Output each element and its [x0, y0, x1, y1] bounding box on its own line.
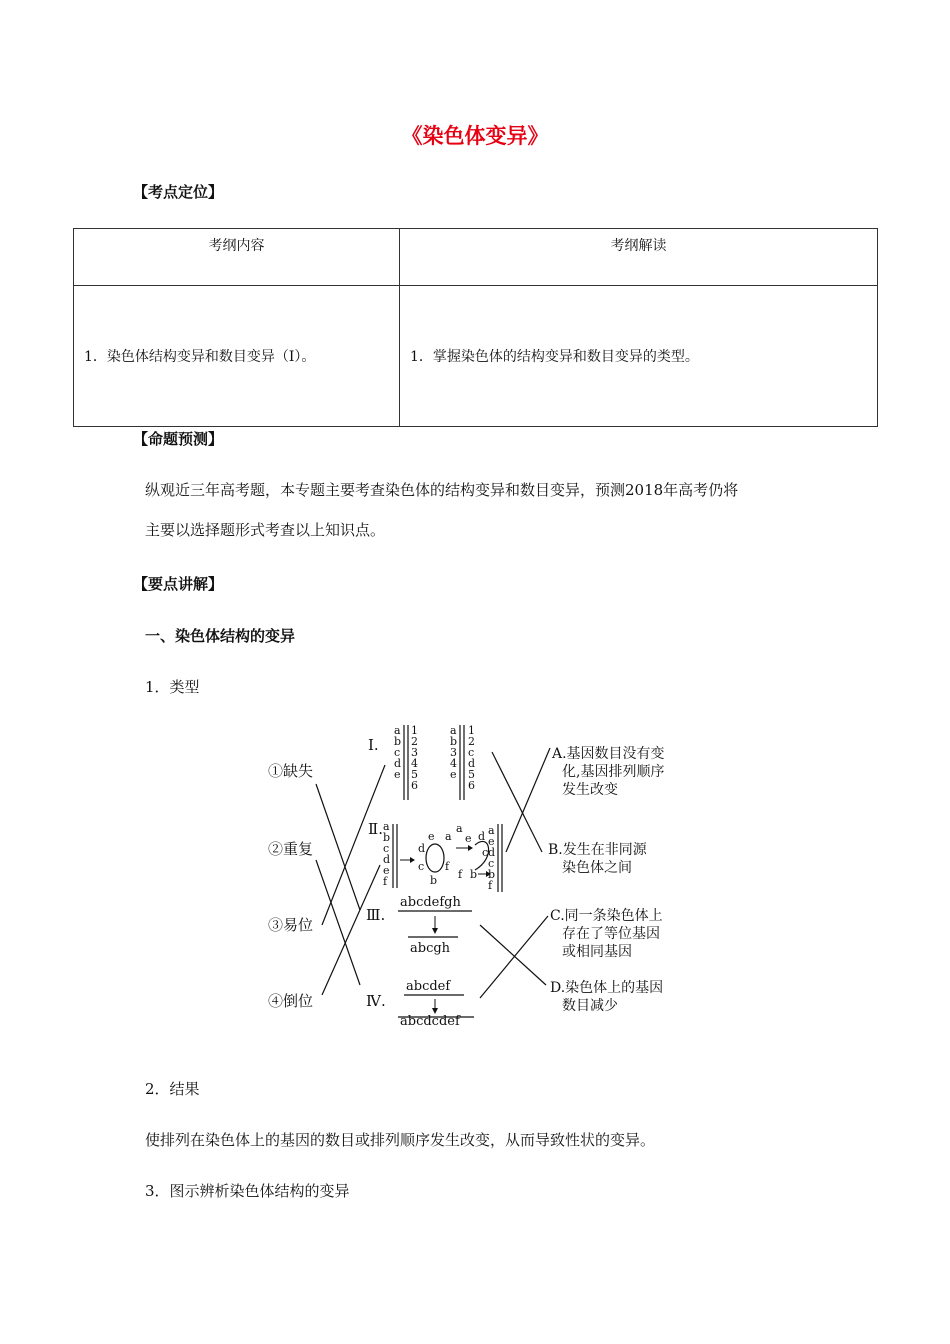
answer-D-line-2: 数目减少 — [562, 998, 618, 1014]
II-right-3: c — [488, 857, 495, 870]
II-left-3: d — [383, 853, 391, 866]
II-loop2-3: c — [482, 846, 489, 859]
I-right-b-2: c — [468, 746, 475, 759]
II-left-2: c — [383, 842, 390, 855]
I-right-a-4: e — [450, 768, 457, 781]
II-right-1: e — [488, 835, 495, 848]
answer-B-line-1: B.发生在非同源 — [548, 842, 647, 858]
roman-IV: Ⅳ. — [366, 992, 386, 1010]
label-inversion: ④倒位 — [268, 992, 314, 1010]
variation-diagram — [260, 720, 700, 1040]
result-text: 使排列在染色体上的基因的数目或排列顺序发生改变，从而导致性状的变异。 — [145, 1131, 656, 1149]
label-deletion: ①缺失 — [268, 762, 314, 780]
I-left-a-2: c — [394, 746, 401, 759]
II-left-0: a — [383, 820, 390, 833]
I-right-a-0: a — [450, 724, 457, 737]
mingti-text-line-1: 纵观近三年高考题，本专题主要考查染色体的结构变异和数目变异，预测2018年高考仍将 — [145, 481, 739, 499]
I-right-b-0: 1 — [468, 724, 475, 737]
II-loop2-1: e — [465, 832, 472, 845]
roman-I: Ⅰ. — [368, 736, 379, 754]
table-cell-interpretation: 1．掌握染色体的结构变异和数目变异的类型。 — [400, 286, 878, 427]
I-left-b-1: 2 — [411, 735, 418, 748]
I-right-a-1: b — [450, 735, 458, 748]
section-yaodian: 【要点讲解】 — [133, 575, 224, 593]
answer-A-line-1: A.基因数目没有变 — [552, 746, 665, 762]
I-right-b-5: 6 — [468, 779, 475, 792]
I-right-a-2: 3 — [450, 746, 457, 759]
answer-D-line-1: D.染色体上的基因 — [550, 980, 664, 996]
II-right-4: b — [488, 868, 496, 881]
answer-A-line-3: 发生改变 — [562, 782, 618, 798]
mingti-text-line-2: 主要以选择题形式考查以上知识点。 — [145, 521, 386, 539]
II-loop2-5: b — [470, 868, 478, 881]
I-left-b-5: 6 — [411, 779, 418, 792]
label-duplication: ②重复 — [268, 840, 314, 858]
answer-B-line-2: 染色体之间 — [562, 860, 632, 876]
table-header-interpretation: 考纲解读 — [400, 229, 878, 286]
item-types: 1．类型 — [145, 678, 200, 696]
roman-III: Ⅲ. — [366, 906, 386, 924]
I-left-a-3: d — [394, 757, 402, 770]
section-kaodian: 【考点定位】 — [133, 183, 224, 201]
I-left-b-3: 4 — [411, 757, 418, 770]
I-left-a-1: b — [394, 735, 402, 748]
II-left-1: b — [383, 831, 391, 844]
I-left-b-2: 3 — [411, 746, 418, 759]
I-right-a-3: 4 — [450, 757, 457, 770]
II-right-2: d — [488, 846, 496, 859]
I-right-b-4: 5 — [468, 768, 475, 781]
II-left-5: f — [383, 875, 388, 888]
I-left-a-4: e — [394, 768, 401, 781]
III-chromosome — [398, 895, 472, 956]
answer-C-line-1: C.同一条染色体上 — [550, 908, 663, 924]
II-left-4: e — [383, 864, 390, 877]
II-loop1-0: d — [418, 842, 426, 855]
answer-C-line-3: 或相同基因 — [562, 944, 632, 960]
item-results: 2．结果 — [145, 1080, 200, 1098]
roman-II: Ⅱ. — [368, 820, 383, 838]
I-chromosomes — [394, 724, 475, 800]
II-loop1-2: c — [418, 860, 425, 873]
IV-top: abcdef — [406, 979, 451, 994]
II-loop1-5: a — [445, 830, 452, 843]
II-loop1-1: e — [428, 830, 435, 843]
II-loop2-0: a — [456, 822, 463, 835]
IV-chromosome — [398, 979, 474, 1029]
heading-structure-variation: 一、染色体结构的变异 — [145, 627, 296, 645]
II-chromosomes — [383, 820, 502, 892]
III-top: abcdefgh — [400, 895, 461, 910]
I-right-b-1: 2 — [468, 735, 475, 748]
label-translocation: ③易位 — [268, 916, 314, 934]
IV-bottom: abcdcdef — [400, 1014, 460, 1029]
I-left-b-0: 1 — [411, 724, 418, 737]
page-title: 《染色体变异》 — [401, 124, 549, 148]
connector-lines — [316, 748, 550, 998]
I-left-b-4: 5 — [411, 768, 418, 781]
item-diagram-analysis: 3．图示辨析染色体结构的变异 — [145, 1182, 350, 1200]
section-mingti: 【命题预测】 — [133, 430, 224, 448]
exam-table — [73, 228, 878, 427]
answer-C-line-2: 存在了等位基因 — [562, 926, 660, 942]
II-loop2-2: d — [478, 830, 486, 843]
table-header-content: 考纲内容 — [74, 229, 400, 286]
II-loop1-3: b — [430, 874, 438, 887]
II-right-5: f — [488, 879, 493, 892]
II-right-0: a — [488, 824, 495, 837]
II-loop1-4: f — [445, 860, 450, 873]
I-left-a-0: a — [394, 724, 401, 737]
I-right-b-3: d — [468, 757, 476, 770]
answer-A-line-2: 化,基因排列顺序 — [562, 764, 665, 780]
II-loop2-4: f — [458, 868, 463, 881]
table-cell-content: 1．染色体结构变异和数目变异（Ⅰ）。 — [74, 286, 400, 427]
III-bottom: abcgh — [410, 941, 451, 956]
